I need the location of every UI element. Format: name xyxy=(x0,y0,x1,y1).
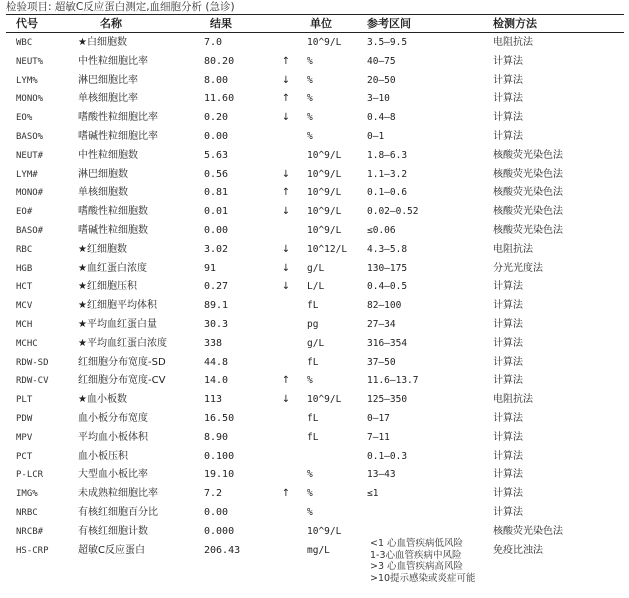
row-reference-range: 0.4—8 xyxy=(367,112,396,124)
table-row xyxy=(0,523,629,542)
row-unit: fL xyxy=(307,431,319,443)
crp-reference-note xyxy=(370,538,476,584)
row-result: 8.90 xyxy=(204,431,229,443)
row-name: ★平均血红蛋白量 xyxy=(78,319,157,330)
row-reference-range: 20—50 xyxy=(367,74,396,86)
row-method: 计算法 xyxy=(493,112,523,124)
row-reference-range: 27—34 xyxy=(367,319,396,330)
header-top-rule xyxy=(6,14,624,15)
row-method: 核酸荧光染色法 xyxy=(493,149,563,161)
table-row xyxy=(0,53,629,72)
row-result: 3.02 xyxy=(204,243,229,255)
row-flag-arrow: ↓ xyxy=(281,262,291,274)
report-header: 检验项目: 超敏C反应蛋白测定,血细胞分析 (急诊) xyxy=(6,1,235,13)
row-unit: 10^9/L xyxy=(307,525,342,537)
row-result: 0.20 xyxy=(204,112,229,124)
table-row xyxy=(0,260,629,279)
row-name: ★平均血红蛋白浓度 xyxy=(78,337,167,349)
row-unit: % xyxy=(307,112,313,124)
row-name: 嗜碱性粒细胞比率 xyxy=(78,131,158,142)
row-name: 大型血小板比率 xyxy=(78,469,148,481)
row-reference-range: 1.8—6.3 xyxy=(367,149,408,161)
table-row xyxy=(0,34,629,53)
row-reference-range: 7—11 xyxy=(367,431,390,443)
row-reference-range: 0.4—0.5 xyxy=(367,281,408,293)
row-code: MPV xyxy=(16,432,33,443)
row-unit: % xyxy=(307,131,313,142)
row-flag-arrow: ↓ xyxy=(281,168,291,180)
row-reference-range: 0.1—0.3 xyxy=(367,450,408,462)
table-row xyxy=(0,72,629,91)
row-unit: fL xyxy=(307,413,319,424)
row-unit: % xyxy=(307,469,313,481)
row-name: 平均血小板体积 xyxy=(78,431,148,443)
row-unit: % xyxy=(307,507,313,518)
row-reference-range: 82—100 xyxy=(367,300,402,312)
row-unit: g/L xyxy=(307,337,325,349)
row-unit: 10^9/L xyxy=(307,149,342,161)
row-method: 计算法 xyxy=(493,93,523,105)
row-flag-arrow: ↑ xyxy=(281,55,291,67)
row-method: 电阻抗法 xyxy=(493,394,533,406)
row-method: 计算法 xyxy=(493,356,523,368)
row-method: 计算法 xyxy=(493,131,523,142)
row-flag-arrow: ↓ xyxy=(281,206,291,218)
row-unit: pg xyxy=(307,319,319,330)
row-method: 计算法 xyxy=(493,375,523,387)
row-flag-arrow: ↑ xyxy=(281,488,291,500)
row-result: 44.8 xyxy=(204,356,229,368)
row-unit: % xyxy=(307,488,313,500)
row-reference-range: 0—17 xyxy=(367,413,390,424)
table-row xyxy=(0,335,629,354)
row-name: 嗜酸性粒细胞比率 xyxy=(78,112,158,124)
row-name: ★红细胞平均体积 xyxy=(78,300,157,312)
row-unit: 10^9/L xyxy=(307,187,342,199)
column-header-result: 结果 xyxy=(210,17,232,30)
row-method: 计算法 xyxy=(493,337,523,349)
table-row xyxy=(0,166,629,185)
row-unit: 10^9/L xyxy=(307,168,342,180)
row-flag-arrow: ↑ xyxy=(281,187,291,199)
row-method: 免疫比浊法 xyxy=(493,544,543,556)
row-reference-range: 11.6—13.7 xyxy=(367,375,419,387)
row-method: 计算法 xyxy=(493,281,523,293)
row-code: NRBC xyxy=(16,508,38,518)
row-method: 核酸荧光染色法 xyxy=(493,525,563,537)
row-unit: % xyxy=(307,375,313,387)
row-reference-range: 40—75 xyxy=(367,55,396,67)
column-header-ref: 参考区间 xyxy=(367,17,411,30)
row-code: IMG% xyxy=(16,489,38,500)
row-name: 淋巴细胞比率 xyxy=(78,74,138,86)
table-row xyxy=(0,184,629,203)
row-name: 未成熟粒细胞比率 xyxy=(78,488,158,500)
row-flag-arrow: ↓ xyxy=(281,281,291,293)
row-flag-arrow: ↑ xyxy=(281,375,291,387)
row-reference-range: 4.3—5.8 xyxy=(367,243,408,255)
row-method: 计算法 xyxy=(493,74,523,86)
row-reference-range: 37—50 xyxy=(367,356,396,368)
row-unit: mg/L xyxy=(307,544,330,556)
row-result: 80.20 xyxy=(204,55,235,67)
row-unit: L/L xyxy=(307,281,325,293)
row-result: 30.3 xyxy=(204,319,229,330)
row-unit: 10^9/L xyxy=(307,225,342,236)
row-reference-range: 3—10 xyxy=(367,93,390,105)
row-name: ★红细胞数 xyxy=(78,243,127,255)
row-method: 计算法 xyxy=(493,55,523,67)
row-result: 7.2 xyxy=(204,488,223,500)
table-row xyxy=(0,542,629,561)
row-flag-arrow: ↓ xyxy=(281,394,291,406)
row-code: HGB xyxy=(16,263,33,274)
row-reference-range: ≤1 xyxy=(367,488,379,500)
row-code: NEUT# xyxy=(16,150,44,161)
row-code: PDW xyxy=(16,414,33,424)
row-code: HCT xyxy=(16,282,33,293)
table-row xyxy=(0,222,629,241)
row-name: 血小板压积 xyxy=(78,450,128,462)
row-method: 计算法 xyxy=(493,507,523,518)
row-code: MONO% xyxy=(16,94,44,105)
row-code: MCH xyxy=(16,320,33,330)
row-name: 嗜酸性粒细胞数 xyxy=(78,206,148,218)
row-unit: 10^9/L xyxy=(307,394,342,406)
row-code: MONO# xyxy=(16,188,44,199)
row-result: 89.1 xyxy=(204,300,229,312)
row-result: 0.00 xyxy=(204,131,229,142)
row-unit: % xyxy=(307,74,313,86)
row-code: PCT xyxy=(16,451,33,462)
row-method: 分光光度法 xyxy=(493,262,543,274)
table-row xyxy=(0,278,629,297)
row-result: 11.60 xyxy=(204,93,235,105)
crp-note-line: >10提示感染或炎症可能 xyxy=(370,572,476,584)
row-reference-range: 125—350 xyxy=(367,394,408,406)
row-code: MCV xyxy=(16,301,33,312)
row-unit: 10^12/L xyxy=(307,243,348,255)
row-method: 核酸荧光染色法 xyxy=(493,168,563,180)
row-name: 红细胞分布宽度-CV xyxy=(78,375,166,387)
row-code: NRCB# xyxy=(16,526,44,537)
row-reference-range: 130—175 xyxy=(367,262,408,274)
row-result: 5.63 xyxy=(204,149,229,161)
table-row xyxy=(0,90,629,109)
row-method: 核酸荧光染色法 xyxy=(493,206,563,218)
row-name: 超敏C反应蛋白 xyxy=(78,544,145,556)
row-method: 计算法 xyxy=(493,431,523,443)
crp-note-line: <1 心血管疾病低风险 xyxy=(370,538,464,549)
row-result: 0.00 xyxy=(204,225,229,236)
table-row xyxy=(0,372,629,391)
row-unit: % xyxy=(307,93,313,105)
row-method: 电阻抗法 xyxy=(493,243,533,255)
row-unit: 10^9/L xyxy=(307,206,342,218)
row-reference-range: 3.5—9.5 xyxy=(367,37,408,48)
row-code: PLT xyxy=(16,395,33,406)
row-code: EO% xyxy=(16,113,33,124)
row-code: HS-CRP xyxy=(16,545,49,556)
row-method: 计算法 xyxy=(493,413,523,424)
table-row xyxy=(0,485,629,504)
row-flag-arrow: ↓ xyxy=(281,243,291,255)
row-method: 计算法 xyxy=(493,450,523,462)
row-unit: fL xyxy=(307,356,319,368)
table-row xyxy=(0,316,629,335)
row-code: EO# xyxy=(16,207,33,218)
row-result: 0.00 xyxy=(204,507,229,518)
row-result: 16.50 xyxy=(204,413,235,424)
row-method: 计算法 xyxy=(493,319,523,330)
row-code: BASO# xyxy=(16,226,44,236)
row-name: ★血红蛋白浓度 xyxy=(78,262,147,274)
column-header-method: 检测方法 xyxy=(493,17,537,30)
column-header-code: 代号 xyxy=(16,17,38,30)
row-method: 计算法 xyxy=(493,469,523,481)
table-row xyxy=(0,429,629,448)
row-name: ★血小板数 xyxy=(78,394,127,406)
row-name: 有核红细胞百分比 xyxy=(78,507,158,518)
row-result: 206.43 xyxy=(204,544,241,556)
table-row xyxy=(0,203,629,222)
row-code: LYM# xyxy=(16,169,38,180)
table-row xyxy=(0,297,629,316)
row-name: 中性粒细胞数 xyxy=(78,149,138,161)
row-result: 0.56 xyxy=(204,168,229,180)
row-code: P-LCR xyxy=(16,470,44,481)
row-method: 核酸荧光染色法 xyxy=(493,187,563,199)
row-flag-arrow: ↓ xyxy=(281,112,291,124)
row-result: 0.81 xyxy=(204,187,229,199)
row-name: 红细胞分布宽度-SD xyxy=(78,356,166,368)
row-name: 单核细胞数 xyxy=(78,187,128,199)
table-row xyxy=(0,354,629,373)
table-row xyxy=(0,147,629,166)
row-result: 7.0 xyxy=(204,37,223,48)
row-method: 计算法 xyxy=(493,488,523,500)
table-row xyxy=(0,448,629,467)
row-name: 血小板分布宽度 xyxy=(78,413,148,424)
column-header-unit: 单位 xyxy=(310,17,332,30)
row-reference-range: 0.1—0.6 xyxy=(367,187,408,199)
row-reference-range: 1.1—3.2 xyxy=(367,168,408,180)
row-result: 113 xyxy=(204,394,223,406)
crp-note-line: >3 心血管疾病高风险 xyxy=(370,561,464,572)
row-name: 有核红细胞计数 xyxy=(78,525,148,537)
column-header-rule xyxy=(6,32,624,33)
table-row xyxy=(0,504,629,523)
row-reference-range: 0.02—0.52 xyxy=(367,206,419,218)
row-unit: % xyxy=(307,55,313,67)
row-result: 91 xyxy=(204,262,217,274)
table-row xyxy=(0,241,629,260)
row-reference-range: ≤0.06 xyxy=(367,225,396,236)
column-header-name: 名称 xyxy=(100,17,122,30)
row-code: RDW-SD xyxy=(16,357,49,368)
row-name: ★红细胞压积 xyxy=(78,281,137,293)
row-code: NEUT% xyxy=(16,56,44,67)
row-name: 淋巴细胞数 xyxy=(78,168,128,180)
row-result: 8.00 xyxy=(204,74,229,86)
row-result: 0.01 xyxy=(204,206,229,218)
table-row xyxy=(0,128,629,147)
row-code: MCHC xyxy=(16,338,38,349)
row-result: 19.10 xyxy=(204,469,235,481)
table-row xyxy=(0,391,629,410)
row-result: 14.0 xyxy=(204,375,229,387)
row-method: 计算法 xyxy=(493,300,523,312)
row-code: LYM% xyxy=(16,75,38,86)
row-reference-range: 316—354 xyxy=(367,337,408,349)
row-method: 电阻抗法 xyxy=(493,37,533,48)
row-name: 中性粒细胞比率 xyxy=(78,55,148,67)
row-result: 0.100 xyxy=(204,450,235,462)
row-name: ★白细胞数 xyxy=(78,37,127,48)
crp-note-line: 1-3心血管疾病中风险 xyxy=(370,549,462,561)
row-result: 0.27 xyxy=(204,281,229,293)
row-name: 单核细胞比率 xyxy=(78,93,138,105)
row-code: RBC xyxy=(16,244,33,255)
table-row xyxy=(0,410,629,429)
row-code: BASO% xyxy=(16,132,44,142)
table-row xyxy=(0,109,629,128)
row-unit: 10^9/L xyxy=(307,37,342,48)
row-result: 0.000 xyxy=(204,525,235,537)
row-unit: fL xyxy=(307,300,319,312)
row-name: 嗜碱性粒细胞数 xyxy=(78,225,148,236)
table-row xyxy=(0,466,629,485)
row-method: 核酸荧光染色法 xyxy=(493,225,563,236)
row-reference-range: 0—1 xyxy=(367,131,385,142)
row-result: 338 xyxy=(204,337,223,349)
row-flag-arrow: ↑ xyxy=(281,93,291,105)
row-reference-range: 13—43 xyxy=(367,469,396,481)
row-code: RDW-CV xyxy=(16,376,49,387)
row-unit: g/L xyxy=(307,262,325,274)
row-code: WBC xyxy=(16,38,33,48)
row-flag-arrow: ↓ xyxy=(281,74,291,86)
